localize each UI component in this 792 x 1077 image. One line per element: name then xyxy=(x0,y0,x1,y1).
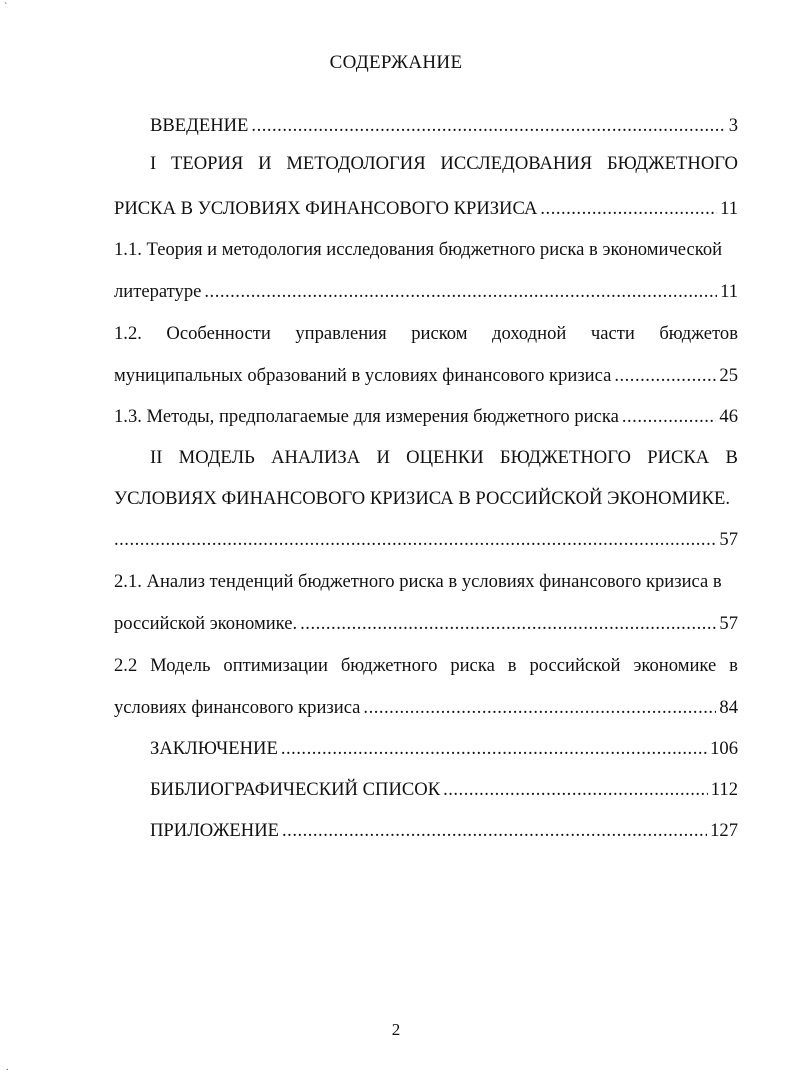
word: 1.2. xyxy=(114,323,142,344)
scan-mark: . xyxy=(6,1062,9,1073)
word: В xyxy=(725,447,738,468)
word: И xyxy=(376,447,390,468)
word: в xyxy=(507,655,517,676)
word: Особенности xyxy=(166,323,271,344)
leader-dots xyxy=(443,778,708,802)
toc-label: российской экономике. xyxy=(114,613,298,634)
word: ОЦЕНКИ xyxy=(406,447,484,468)
leader-dots xyxy=(282,819,707,843)
page-number: 2 xyxy=(391,1020,401,1039)
toc-entry-intro[interactable] xyxy=(150,114,738,138)
word: Модель xyxy=(150,655,211,676)
word: МОДЕЛЬ xyxy=(178,447,255,468)
leader-dots xyxy=(281,737,707,761)
word: БЮДЖЕТНОГО xyxy=(499,447,631,468)
word: ТЕОРИЯ xyxy=(170,153,244,174)
word: БЮДЖЕТНОГО xyxy=(606,153,738,174)
toc-page: 106 xyxy=(710,738,738,759)
leader-dots xyxy=(300,612,716,636)
word: риском xyxy=(411,323,468,344)
leader-dots xyxy=(204,280,717,304)
toc-page: 112 xyxy=(710,779,738,800)
word: ИССЛЕДОВАНИЯ xyxy=(440,153,593,174)
toc-page: 127 xyxy=(710,820,738,841)
word: 2.2 xyxy=(114,655,138,676)
leader-dots xyxy=(540,197,717,221)
toc-label: УСЛОВИЯХ ФИНАНСОВОГО КРИЗИСА В РОССИЙСКОЙ ЭКОНОМИКЕ. xyxy=(114,488,730,509)
toc-page: 11 xyxy=(720,281,738,302)
word: оптимизации xyxy=(223,655,328,676)
toc-section-2-1-line2[interactable] xyxy=(114,612,738,636)
word: МЕТОДОЛОГИЯ xyxy=(286,153,426,174)
toc-label: ВВЕДЕНИЕ xyxy=(150,115,249,136)
word: в xyxy=(729,655,738,676)
word: российской xyxy=(529,655,621,676)
toc-section-1-2-line1[interactable] xyxy=(114,322,738,346)
toc-section-2-2-line1[interactable] xyxy=(114,654,738,678)
word: I xyxy=(150,153,157,174)
toc-page: 84 xyxy=(719,697,738,718)
toc-label: 1.3. Методы, предполагаемые для измерения бюджетного риска xyxy=(114,406,619,427)
toc-section-1-3[interactable] xyxy=(114,405,738,429)
leader-dots xyxy=(114,528,716,552)
toc-label: муниципальных образований в условиях финансового кризиса xyxy=(114,365,612,386)
toc-section-1-1-line2[interactable] xyxy=(114,280,738,304)
toc-section-1-2-line2[interactable] xyxy=(114,364,738,388)
toc-page: 57 xyxy=(719,613,738,634)
toc-chapter-2-line3[interactable] xyxy=(114,528,738,552)
toc-page: 11 xyxy=(720,198,738,219)
page-title: СОДЕРЖАНИЕ xyxy=(329,52,463,73)
word: части xyxy=(590,323,635,344)
toc-section-2-2-line2[interactable] xyxy=(114,696,738,720)
toc-label: литературе xyxy=(114,281,202,302)
leader-dots xyxy=(363,696,716,720)
word: доходной xyxy=(492,323,567,344)
word: экономике xyxy=(633,655,717,676)
toc-page: 57 xyxy=(719,529,738,550)
leader-dots xyxy=(622,405,717,429)
toc-chapter-2-line2[interactable] xyxy=(114,487,738,511)
word: бюджетного xyxy=(340,655,438,676)
toc-section-1-1-line1[interactable] xyxy=(114,238,738,262)
toc-label: БИБЛИОГРАФИЧЕСКИЙ СПИСОК xyxy=(150,779,441,800)
scan-mark: ` xyxy=(4,2,8,13)
toc-label: 1.1. Теория и методология исследования бюджетного риска в экономической xyxy=(114,239,723,260)
word: управления xyxy=(295,323,387,344)
leader-dots xyxy=(614,364,716,388)
word: бюджетов xyxy=(659,323,738,344)
word: риска xyxy=(450,655,495,676)
toc-page: 46 xyxy=(719,406,738,427)
leader-dots xyxy=(251,114,725,138)
toc-chapter-1-line2[interactable] xyxy=(114,197,738,221)
toc-chapter-1-line1[interactable] xyxy=(150,152,738,176)
toc-chapter-2-line1[interactable] xyxy=(150,446,738,470)
toc-label: условиях финансового кризиса xyxy=(114,697,361,718)
word: II xyxy=(150,447,163,468)
toc-entry-appendix[interactable] xyxy=(150,819,738,843)
toc-page: 3 xyxy=(728,115,738,136)
toc-label: 2.1. Анализ тенденций бюджетного риска в условиях финансового кризиса в xyxy=(114,571,722,592)
toc-section-2-1-line1[interactable] xyxy=(114,570,738,594)
toc-page: 25 xyxy=(719,365,738,386)
toc-entry-conclusion[interactable] xyxy=(150,737,738,761)
word: РИСКА xyxy=(647,447,710,468)
word: АНАЛИЗА xyxy=(271,447,361,468)
word: И xyxy=(258,153,272,174)
toc-label: РИСКА В УСЛОВИЯХ ФИНАНСОВОГО КРИЗИСА xyxy=(114,198,538,219)
toc-label: ПРИЛОЖЕНИЕ xyxy=(150,820,280,841)
toc-label: ЗАКЛЮЧЕНИЕ xyxy=(150,738,278,759)
toc-entry-bibliography[interactable] xyxy=(150,778,738,802)
